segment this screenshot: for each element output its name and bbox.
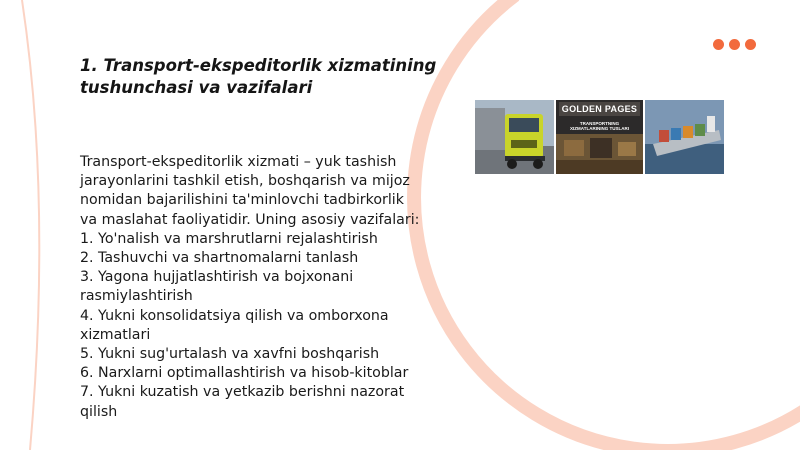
list-item: 3. Yagona hujjatlashtirish va bojxonani rasmiylashtirish	[80, 269, 354, 305]
book-title: GOLDEN PAGES	[561, 104, 638, 114]
list-item: 7. Yukni kuzatish va yetkazib berishni nazorat qilish	[80, 384, 405, 420]
dot-icon	[745, 39, 756, 50]
cargo-ship-photo-icon	[645, 100, 724, 174]
body-text	[80, 153, 425, 422]
truck-photo	[475, 100, 554, 174]
truck-photo-icon	[475, 100, 554, 174]
dot-icon	[729, 39, 740, 50]
left-edge-curve	[22, 0, 39, 450]
ship-photo	[645, 100, 724, 174]
intro-paragraph: Transport-ekspeditorlik xizmati – yuk tashish jarayonlarini tashkil etish, boshqarish va mijoz nomidan bajarilishini ta'minlovchi tadbirkorlik va maslahat faoliyatidir. Uning asosiy vazifalari:	[80, 154, 420, 228]
list-item: 2. Tashuvchi va shartnomalarni tanlash	[80, 250, 359, 267]
ring-arc	[414, 0, 800, 450]
list-item: 5. Yukni sug'urtalash va xavfni boshqarish	[80, 346, 380, 363]
list-item: 1. Yo'nalish va marshrutlarni rejalashtirish	[80, 230, 378, 247]
book-subtitle: TRANSPORTNING XIZMATLARINING TUSLARI	[570, 121, 629, 131]
image-strip	[475, 100, 724, 174]
dot-icon	[713, 39, 724, 50]
list-item: 4. Yukni konsolidatsiya qilish va omborxona xizmatlari	[80, 307, 389, 343]
golden-pages-cover	[556, 100, 642, 174]
list-item: 6. Narxlarni optimallashtirish va hisob-kitoblar	[80, 365, 409, 382]
task-list	[80, 230, 425, 422]
menu-dots	[713, 39, 756, 50]
slide-title: 1. Transport-ekspeditorlik xizmatining tushunchasi va vazifalari	[80, 56, 437, 97]
